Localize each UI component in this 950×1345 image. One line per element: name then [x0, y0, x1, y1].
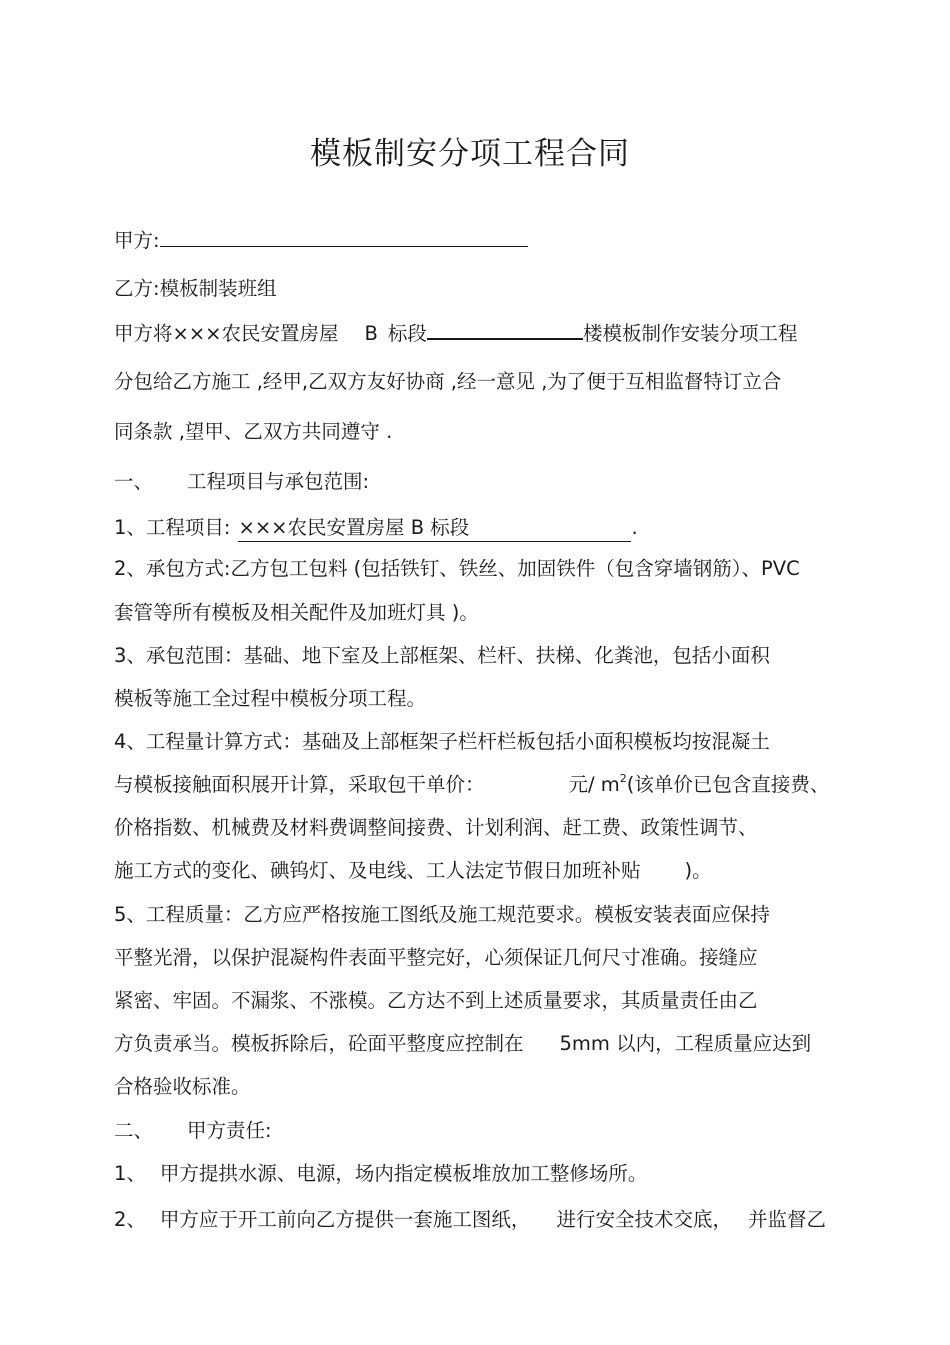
item-4-line-2: [114, 772, 829, 798]
intro-text: 甲方将×××农民安置房屋: [114, 322, 339, 345]
item-text: 进行安全技术交底，: [556, 1208, 732, 1231]
section-title: 甲方责任:: [187, 1119, 272, 1142]
item-number: 1、: [114, 1162, 146, 1185]
project-name-value: ×××农民安置房屋 B 标段: [238, 516, 470, 539]
item-text: 甲方提拱水源、电源，场内指定模板堆放加工整修场所。: [159, 1162, 648, 1185]
item-text: 方负责承当。模板拆除后，砼面平整度应控制在: [114, 1032, 524, 1055]
item-text: 施工方式的变化、碘钨灯、及电线、工人法定节假日加班补贴: [114, 859, 641, 882]
unit-price-unit: 元/ m: [568, 773, 620, 796]
item-2-line-1: 2、承包方式:乙方包工包料 (包括铁钉、铁丝、加固铁件（包含穿墙钢筋）、PVC: [114, 557, 800, 580]
item-5-line-4: [114, 1031, 811, 1057]
item-3-line-1: 3、承包范围：基础、地下室及上部框架、栏杆、扶梯、化粪池，包括小面积: [114, 644, 770, 667]
item-3-line-2: 模板等施工全过程中模板分项工程。: [114, 687, 427, 710]
item-4-line-4: [114, 858, 712, 884]
section-title: 工程项目与承包范围:: [187, 470, 370, 493]
section-2-heading: [114, 1118, 272, 1144]
item-5-line-1: 5、工程质量：乙方应严格按施工图纸及施工规范要求。模板安装表面应保持: [114, 903, 770, 926]
section-2-item-1: [114, 1161, 647, 1187]
item-5-line-2: 平整光滑，以保护混凝构件表面平整完好，心须保证几何尺寸准确。接缝应: [114, 946, 758, 969]
intro-text: B: [364, 322, 378, 345]
section-number: 二、: [114, 1119, 154, 1142]
item-number: 2、: [114, 1208, 146, 1231]
party-b-line: 乙方:模板制装班组: [114, 277, 277, 300]
section-1-heading: [114, 469, 369, 495]
party-a-line: [114, 226, 528, 254]
item-4-line-3: 价格指数、机械费及材料费调整间接费、计划利润、赶工费、政策性调节、: [114, 816, 758, 839]
intro-line-1: [114, 318, 797, 347]
building-number-blank: [427, 318, 583, 340]
project-name-field: [238, 515, 631, 542]
item-text: 甲方应于开工前向乙方提供一套施工图纸，: [159, 1208, 531, 1231]
item-2-line-2: 套管等所有模板及相关配件及加班灯具 )。: [114, 601, 479, 624]
section-number: 一、: [114, 470, 154, 493]
party-a-label: 甲方:: [114, 229, 160, 252]
page-title: 模板制安分项工程合同: [310, 136, 630, 172]
item-5-line-3: 紧密、牢固。不漏浆、不涨模。乙方达不到上述质量要求，其质量责任由乙: [114, 989, 758, 1012]
unit-superscript: 2: [619, 772, 627, 785]
item-text: 并监督乙: [747, 1208, 826, 1231]
item-text: 与模板接触面积展开计算，采取包干单价：: [114, 773, 485, 796]
item-label: 1、工程项目:: [114, 516, 231, 539]
party-a-blank: [160, 226, 528, 247]
intro-line-2: 分包给乙方施工 ,经甲,乙双方友好协商 ,经一意见 ,为了便于互相监督特订立合: [114, 370, 782, 393]
item-text: (该单价已包含直接费、: [626, 773, 830, 796]
intro-line-3: 同条款 ,望甲、乙双方共同遵守 .: [114, 420, 393, 443]
item-4-line-1: 4、工程量计算方式：基础及上部框架子栏杆栏板包括小面积模板均按混凝土: [114, 730, 770, 753]
item-1-line: [114, 515, 638, 542]
item-text: )。: [684, 859, 712, 882]
item-end: .: [631, 516, 638, 539]
item-5-line-5: 合格验收标准。: [114, 1075, 251, 1098]
intro-text: 楼模板制作安装分项工程: [582, 322, 798, 345]
item-text: 5mm 以内，工程质量应达到: [559, 1032, 812, 1055]
intro-text: 标段: [387, 322, 427, 345]
section-2-item-2: [114, 1207, 826, 1233]
